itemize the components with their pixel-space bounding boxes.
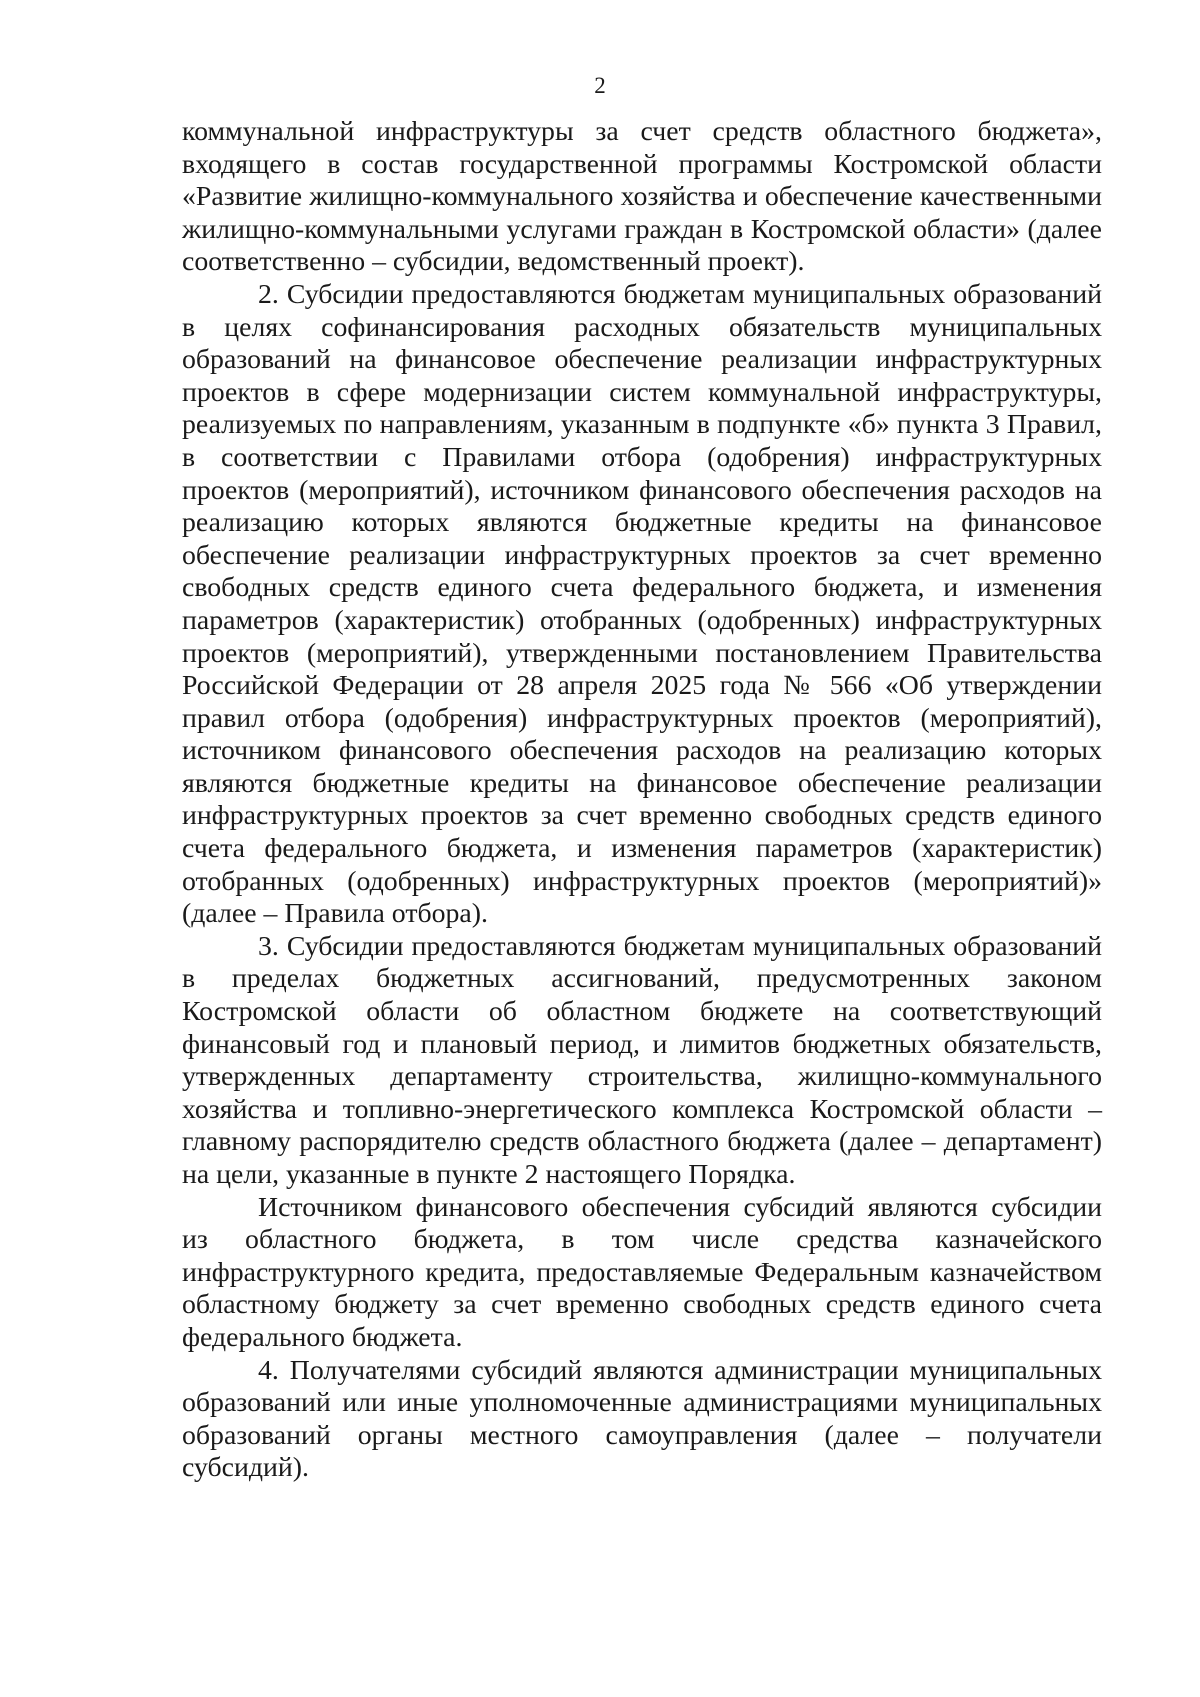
paragraph-funding-source: Источником финансового обеспечения субсидий являются субсидии из областного бюджета, в том числе средства казначейского инфраструктурного кредита, предоставляемые Федеральным казначейством областному бюджету за счет временно свободных средств единого счета федерального бюджета. [182, 1191, 1102, 1353]
paragraph-item-2: 2. Субсидии предоставляются бюджетам муниципальных образований в целях софинансирования расходных обязательств муниципальных образований на финансовое обеспечение реализации инфраструктурных проектов в сфере модернизации систем коммунальной инфраструктуры, реализуемых по направлениям, указанным в подпункте «б» пункта 3 Правил, в соответствии с Правилами отбора (одобрения) инфраструктурных проектов (мероприятий), источником финансового обеспечения расходов на реализацию которых являются бюджетные кредиты на финансовое обеспечение реализации инфраструктурных проектов за счет временно свободных средств единого счета федерального бюджета, и изменения параметров (характеристик) отобранных (одобренных) инфраструктурных проектов (мероприятий), утвержденными постановлением Правительства Российской Федерации от 28 апреля 2025 года № 566 «Об утверждении правил отбора (одобрения) инфраструктурных проектов (мероприятий), источником финансового обеспечения расходов на реализацию которых являются бюджетные кредиты на финансовое обеспечение реализации инфраструктурных проектов за счет временно свободных средств единого счета федерального бюджета, и изменения параметров (характеристик) отобранных (одобренных) инфраструктурных проектов (мероприятий)» (далее – Правила отбора). [182, 278, 1102, 930]
paragraph-item-3: 3. Субсидии предоставляются бюджетам муниципальных образований в пределах бюджетных ассигнований, предусмотренных законом Костромской области об областном бюджете на соответствующий финансовый год и плановый период, и лимитов бюджетных обязательств, утвержденных департаменту строительства, жилищно-коммунального хозяйства и топливно-энергетического комплекса Костромской области – главному распорядителю средств областного бюджета (далее – департамент) на цели, указанные в пункте 2 настоящего Порядка. [182, 930, 1102, 1190]
document-body [182, 116, 1102, 1485]
page-number: 2 [594, 73, 606, 98]
paragraph-continuation: коммунальной инфраструктуры за счет средств областного бюджета», входящего в состав государственной программы Костромской области «Развитие жилищно-коммунального хозяйства и обеспечение качественными жилищно-коммунальными услугами граждан в Костромской области» (далее соответственно – субсидии, ведомственный проект). [182, 116, 1102, 278]
paragraph-item-4: 4. Получателями субсидий являются администрации муниципальных образований или иные уполномоченные администрациями муниципальных образований органы местного самоуправления (далее – получатели субсидий). [182, 1354, 1102, 1484]
